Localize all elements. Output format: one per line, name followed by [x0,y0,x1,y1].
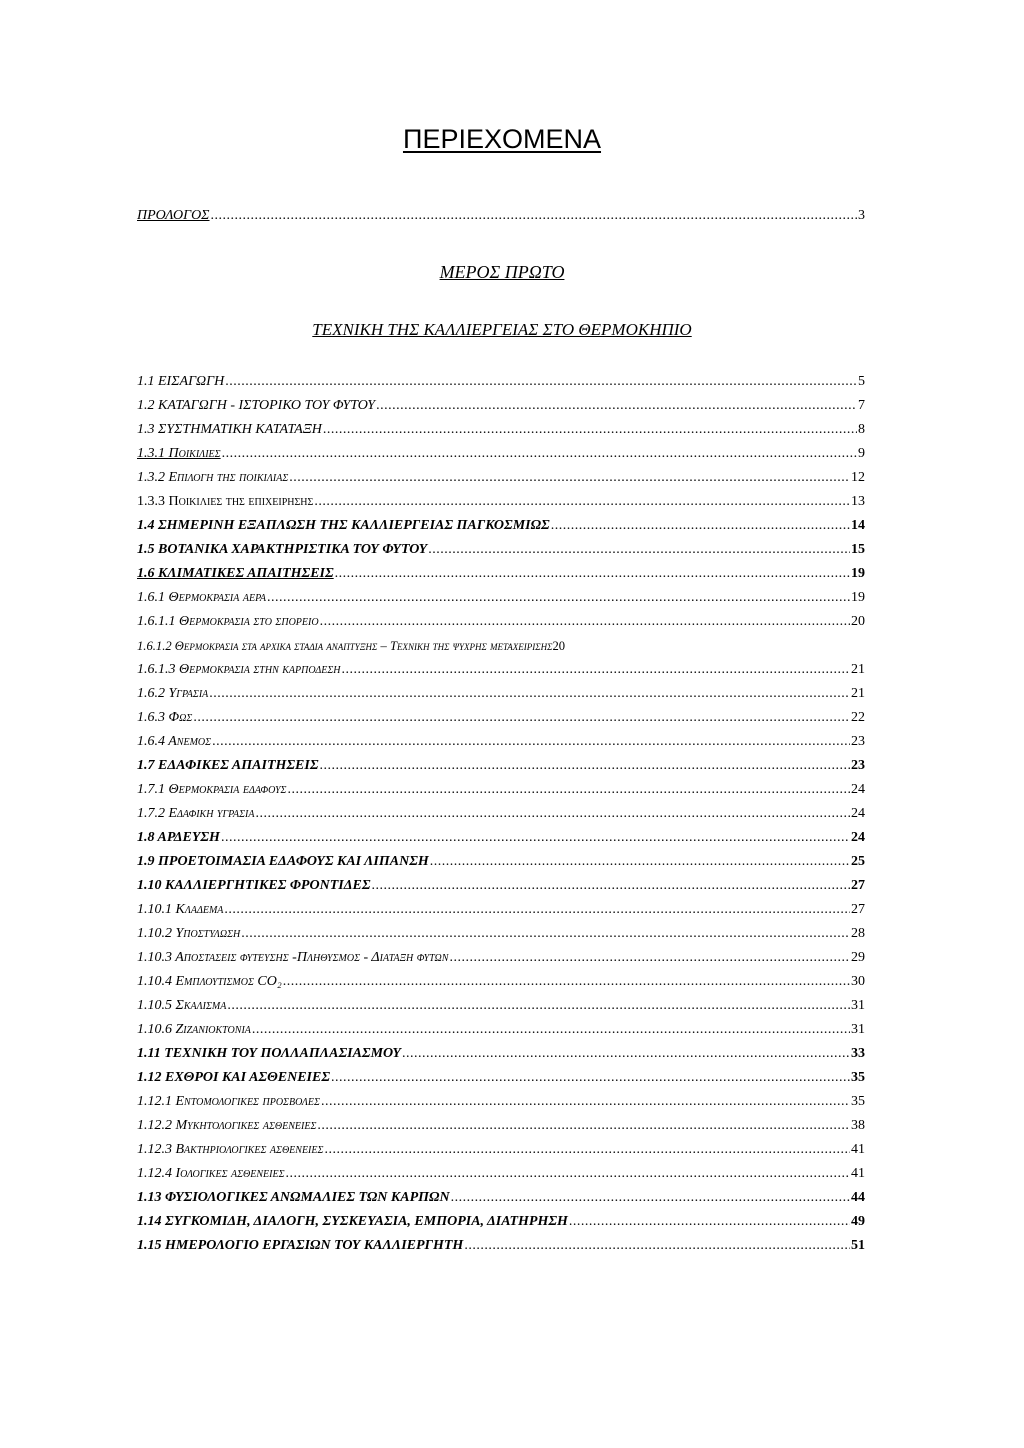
toc-leader-dots [224,901,850,919]
toc-entry-page: 23 [851,758,865,773]
toc-entry[interactable] [137,1045,865,1063]
toc-entry[interactable] [137,901,865,919]
toc-entry-label: 1.6.1.1 Θερμοκρασια στο σπορειο [137,614,319,629]
toc-entry-page: 13 [851,494,865,509]
toc-entry-page: 24 [851,806,865,821]
toc-entry-label: 1.11 ΤΕΧΝΙΚΗ ΤΟΥ ΠΟΛΛΑΠΛΑΣΙΑΣΜΟΥ [137,1046,401,1061]
toc-entry[interactable] [137,853,865,871]
toc-leader-dots [331,1069,850,1087]
toc-leader-dots [320,613,850,631]
toc-leader-dots [428,541,850,559]
toc-entry-page: 27 [851,902,865,917]
toc-entry-page: 41 [851,1166,865,1181]
toc-leader-dots [252,1021,850,1039]
toc-entry-page: 5 [858,374,865,389]
toc-entry[interactable] [137,1021,865,1039]
toc-entry-label: 1.10 ΚΑΛΛΙΕΡΓΗΤΙΚΕΣ ΦΡΟΝΤΙΔΕΣ [137,878,371,893]
toc-entry[interactable] [137,997,865,1015]
toc-entry[interactable] [137,1117,865,1135]
toc-entry[interactable] [137,1165,865,1183]
toc-entry-page: 7 [858,398,865,413]
toc-entry[interactable] [137,397,865,415]
toc-entry-page: 20 [552,639,566,653]
toc-leader-dots [283,973,850,991]
toc-entry-page: 19 [851,590,865,605]
toc-entry-label: 1.3.2 Επιλογη της ποικιλιας [137,470,289,485]
toc-entry[interactable] [137,1189,865,1207]
toc-entry-label: 1.6.3 Φως [137,710,193,725]
toc-entry-label: 1.12.4 Ιολογικες ασθενειες [137,1166,285,1181]
toc-entry-page: 20 [851,614,865,629]
toc-entry-label: 1.6.1.2 Θερμοκρασια στα αρχικα σταδια αναπτυξης – Τεχνικη της ψυχρης μεταχειρισης [137,639,553,653]
part-heading: ΜΕΡΟΣ ΠΡΩΤΟ [439,262,565,282]
toc-entry[interactable] [137,661,865,679]
toc-entry-page: 12 [851,470,865,485]
toc-entry[interactable] [137,637,865,655]
toc-leader-dots [342,661,851,679]
toc-leader-dots [314,493,850,511]
toc-entry-label: 1.9 ΠΡΟΕΤΟΙΜΑΣΙΑ ΕΔΑΦΟΥΣ ΚΑΙ ΛΙΠΑΝΣΗ [137,854,429,869]
toc-entry-label: 1.6.1 Θερμοκρασια αερα [137,590,267,605]
toc-entry-label: 1.3.1 Ποικιλιες [137,446,221,461]
toc-entry-label: ΠΡΟΛΟΓΟΣ [137,208,210,223]
toc-leader-dots [430,853,850,871]
toc-entry[interactable] [137,565,865,583]
toc-entry[interactable] [137,805,865,823]
toc-entry-page: 8 [858,422,865,437]
toc-leader-dots [335,565,850,583]
toc-leader-dots [551,517,850,535]
toc-entry-page: 51 [851,1238,865,1253]
toc-entry-label: 1.14 ΣΥΓΚΟΜΙΔΗ, ΔΙΑΛΟΓΗ, ΣΥΣΚΕΥΑΣΙΑ, ΕΜΠΟΡΙΑ, ΔΙΑΤΗΡΗΣΗ [137,1214,568,1229]
toc-entry-page: 15 [851,542,865,557]
toc-leader-dots [323,421,857,439]
toc-entry-page: 19 [851,566,865,581]
toc-entry-page: 25 [851,854,865,869]
toc-entry-label: 1.8 ΑΡΔΕΥΣΗ [137,830,220,845]
toc-entry-label: 1.10.3 Αποστασεις φυτευσης -Πληθυσμος - Διαταξη φυτων [137,950,449,965]
toc-entry-page: 35 [851,1094,865,1109]
toc-entry-page: 33 [851,1046,865,1061]
toc-entry[interactable] [137,925,865,943]
toc-entry-page: 28 [851,926,865,941]
toc-entry[interactable] [137,469,865,487]
toc-leader-dots [321,1093,850,1111]
toc-leader-dots [227,997,850,1015]
toc-entry[interactable] [137,373,865,391]
toc-leader-dots [287,781,850,799]
toc-leader-dots [286,1165,850,1183]
toc-entry[interactable] [137,949,865,967]
toc-entry-label: 1.7.1 Θερμοκρασια εδαφους [137,782,287,797]
toc-entry-label: 1.6.4 Ανεμος [137,734,212,749]
toc-entry-page: 31 [851,1022,865,1037]
toc-entry-label: 1.3.3 Ποικιλιες της επιχειρησης [137,494,314,509]
toc-entry-label: 1.10.5 Σκαλισμα [137,998,227,1013]
toc-leader-dots [320,757,850,775]
toc-entry[interactable] [137,709,865,727]
toc-entry[interactable] [137,445,865,463]
toc-leader-dots [256,805,851,823]
toc-entry-label: 1.12.1 Εντομολογικες προσβολες [137,1094,320,1109]
toc-entry-label: 1.6.2 Υγρασια [137,686,209,701]
toc-leader-dots [221,829,850,847]
toc-entry[interactable] [137,1069,865,1087]
toc-entry[interactable] [137,541,865,559]
toc-entry-label: 1.5 ΒΟΤΑΝΙΚΑ ΧΑΡΑΚΤΗΡΙΣΤΙΚΑ ΤΟΥ ΦΥΤΟΥ [137,542,428,557]
toc-entry[interactable] [137,493,865,511]
toc-leader-dots [222,445,857,463]
toc-entry[interactable] [137,1213,865,1231]
toc-leader-dots [211,207,857,225]
toc-entry-label: 1.10.6 Ζιζανιοκτονια [137,1022,251,1037]
toc-entry[interactable] [137,781,865,799]
toc-entry-label: 1.12 ΕΧΘΡΟΙ ΚΑΙ ΑΣΘΕΝΕΙΕΣ [137,1070,331,1085]
toc-entry-page: 9 [858,446,865,461]
toc-leader-dots [449,949,850,967]
toc-entry-label: 1.6.1.3 Θερμοκρασια στην καρποδεση [137,662,341,677]
toc-entry[interactable] [137,685,865,703]
toc-entry-page: 30 [851,974,865,989]
toc-entry-label: 1.4 ΣΗΜΕΡΙΝΗ ΕΞΑΠΛΩΣΗ ΤΗΣ ΚΑΛΛΙΕΡΓΕΙΑΣ ΠΑΓΚΟΣΜΙΩΣ [137,518,550,533]
toc-entry[interactable] [137,613,865,631]
toc-entry[interactable] [137,1141,865,1159]
toc-leader-dots [267,589,850,607]
page-title: ΠΕΡΙΕΧΟΜΕΝΑ [402,124,602,154]
toc-leader-dots [289,469,850,487]
toc-leader-dots [569,1213,850,1231]
toc-entry-page: 38 [851,1118,865,1133]
toc-entry-label: 1.7 ΕΔΑΦΙΚΕΣ ΑΠΑΙΤΗΣΕΙΣ [137,758,319,773]
toc-entry-label: 1.1 ΕΙΣΑΓΩΓΗ [137,374,225,389]
toc-entry-label: 1.10.1 Κλαδεμα [137,902,224,917]
toc-entry[interactable] [137,973,865,991]
toc-entry-page: 22 [851,710,865,725]
toc-leader-dots [317,1117,850,1135]
toc-leader-dots [241,925,850,943]
toc-leader-dots [451,1189,850,1207]
toc-entry-page: 21 [851,686,865,701]
toc-entry-label: 1.7.2 Εδαφικη υγρασια [137,806,255,821]
toc-entry-label: 1.12.3 Βακτηριολογικες ασθενειες [137,1142,324,1157]
toc-entry[interactable] [137,1093,865,1111]
toc-entry[interactable] [137,829,865,847]
toc-entry-preface[interactable] [137,207,865,225]
toc-entry-page: 29 [851,950,865,965]
toc-entry-page: 41 [851,1142,865,1157]
toc-entry-page: 27 [851,878,865,893]
toc-entry[interactable] [137,733,865,751]
toc-leader-dots [371,877,850,895]
toc-leader-dots [376,397,857,415]
toc-entry[interactable] [137,517,865,535]
toc-entry[interactable] [137,877,865,895]
toc-entry-label: 1.10.2 Υποστυλωση [137,926,241,941]
toc-entry-page: 14 [851,518,865,533]
toc-entry-page: 24 [851,830,865,845]
toc-entry-page: 24 [851,782,865,797]
toc-entry-label: 1.12.2 Μυκητολογικες ασθενειες [137,1118,317,1133]
toc-entry-label: 1.13 ΦΥΣΙΟΛΟΓΙΚΕΣ ΑΝΩΜΑΛΙΕΣ ΤΩΝ ΚΑΡΠΩΝ [137,1190,450,1205]
part-subheading: ΤΕΧΝΙΚΗ ΤΗΣ ΚΑΛΛΙΕΡΓΕΙΑΣ ΣΤΟ ΘΕΡΜΟΚΗΠΙΟ [312,320,692,339]
toc-leader-dots [464,1237,850,1255]
toc-entry-label: 1.3 ΣΥΣΤΗΜΑΤΙΚΗ ΚΑΤΑΤΑΞΗ [137,422,322,437]
toc-leader-dots [324,1141,850,1159]
toc-entry[interactable] [137,757,865,775]
toc-entry[interactable] [137,421,865,439]
toc-leader-dots [225,373,857,391]
toc-entry[interactable] [137,1237,865,1255]
toc-entry-page: 49 [851,1214,865,1229]
toc-leader-dots [209,685,850,703]
toc-entry-label: 1.6 ΚΛΙΜΑΤΙΚΕΣ ΑΠΑΙΤΗΣΕΙΣ [137,566,334,581]
toc-entry-label: 1.15 ΗΜΕΡΟΛΟΓΙΟ ΕΡΓΑΣΙΩΝ ΤΟΥ ΚΑΛΛΙΕΡΓΗΤΗ [137,1238,464,1253]
toc-entry-label: 1.10.4 Εμπλουτισμος CO₂ [137,974,282,989]
toc-entry[interactable] [137,589,865,607]
toc-leader-dots [193,709,850,727]
toc-entry-page: 31 [851,998,865,1013]
toc-entry-label: 1.2 ΚΑΤΑΓΩΓΗ - ΙΣΤΟΡΙΚΟ ΤΟΥ ΦΥΤΟΥ [137,398,376,413]
toc-leader-dots [402,1045,850,1063]
toc-entry-page: 44 [851,1190,865,1205]
toc-entry-page: 35 [851,1070,865,1085]
toc-entry-page: 3 [858,208,865,223]
toc-entry-page: 21 [851,662,865,677]
toc-leader-dots [212,733,850,751]
toc-entry-page: 23 [851,734,865,749]
